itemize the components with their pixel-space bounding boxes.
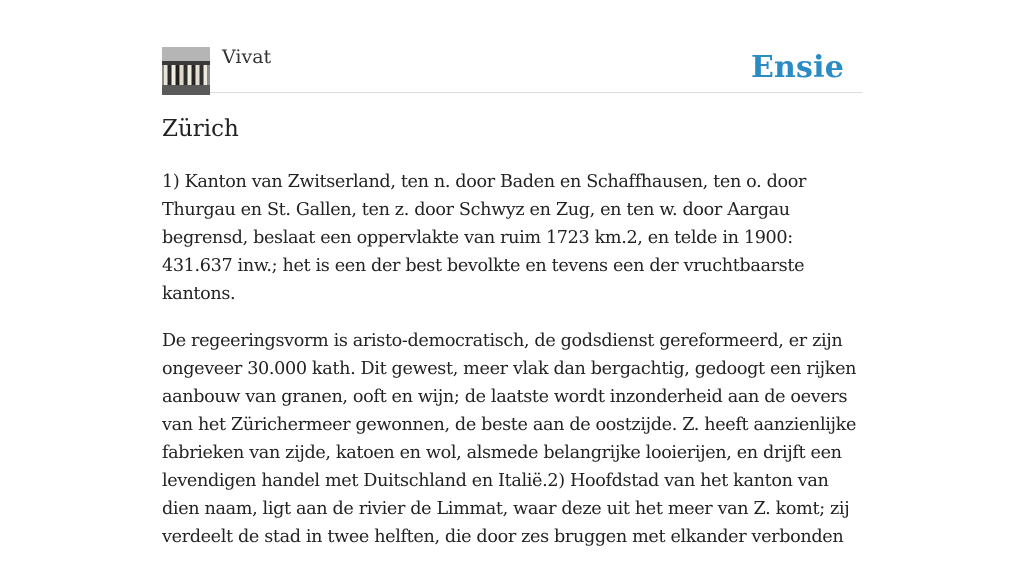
article-title: Zürich [162, 116, 239, 142]
paragraph: De regeeringsvorm is aristo-democratisch, de godsdienst gereformeerd, er zijn ongeveer 30.000 kath. Dit gewest, meer vlak dan bergachtig, gedoogt een rijken aanbouw van granen, ooft en wijn; de laatste wordt inzonderheid aan de oevers van het Zürichermeer gewonnen, de beste aan de oostzijde. Z. heeft aanzienlijke fabrieken van zijde, katoen en wol, alsmede belangrijke looierijen, en drijft een levendigen handel met Duitschland en Italië.2) Hoofdstad van het kanton van dien naam, ligt aan de rivier de Limmat, waar deze uit het meer van Z. komt; zij verdeelt de stad in twee helften, die door zes bruggen met elkander verbonden [162, 331, 857, 547]
header [162, 46, 862, 93]
bookshelf-avatar-icon[interactable] [162, 47, 210, 95]
article-body [162, 168, 862, 570]
author-name[interactable]: Vivat [222, 46, 272, 68]
paragraph: 1) Kanton van Zwitserland, ten n. door Baden en Schaffhausen, ten o. door Thurgau en St. Gallen, ten z. door Schwyz en Zug, en ten w. door Aargau begrensd, beslaat een oppervlakte van ruim 1723 km.2, en telde in 1900: 431.637 inw.; het is een der best bevolkte en tevens een der vruchtbaarste kantons. [162, 172, 807, 304]
brand-logo[interactable]: Ensie [750, 50, 844, 85]
